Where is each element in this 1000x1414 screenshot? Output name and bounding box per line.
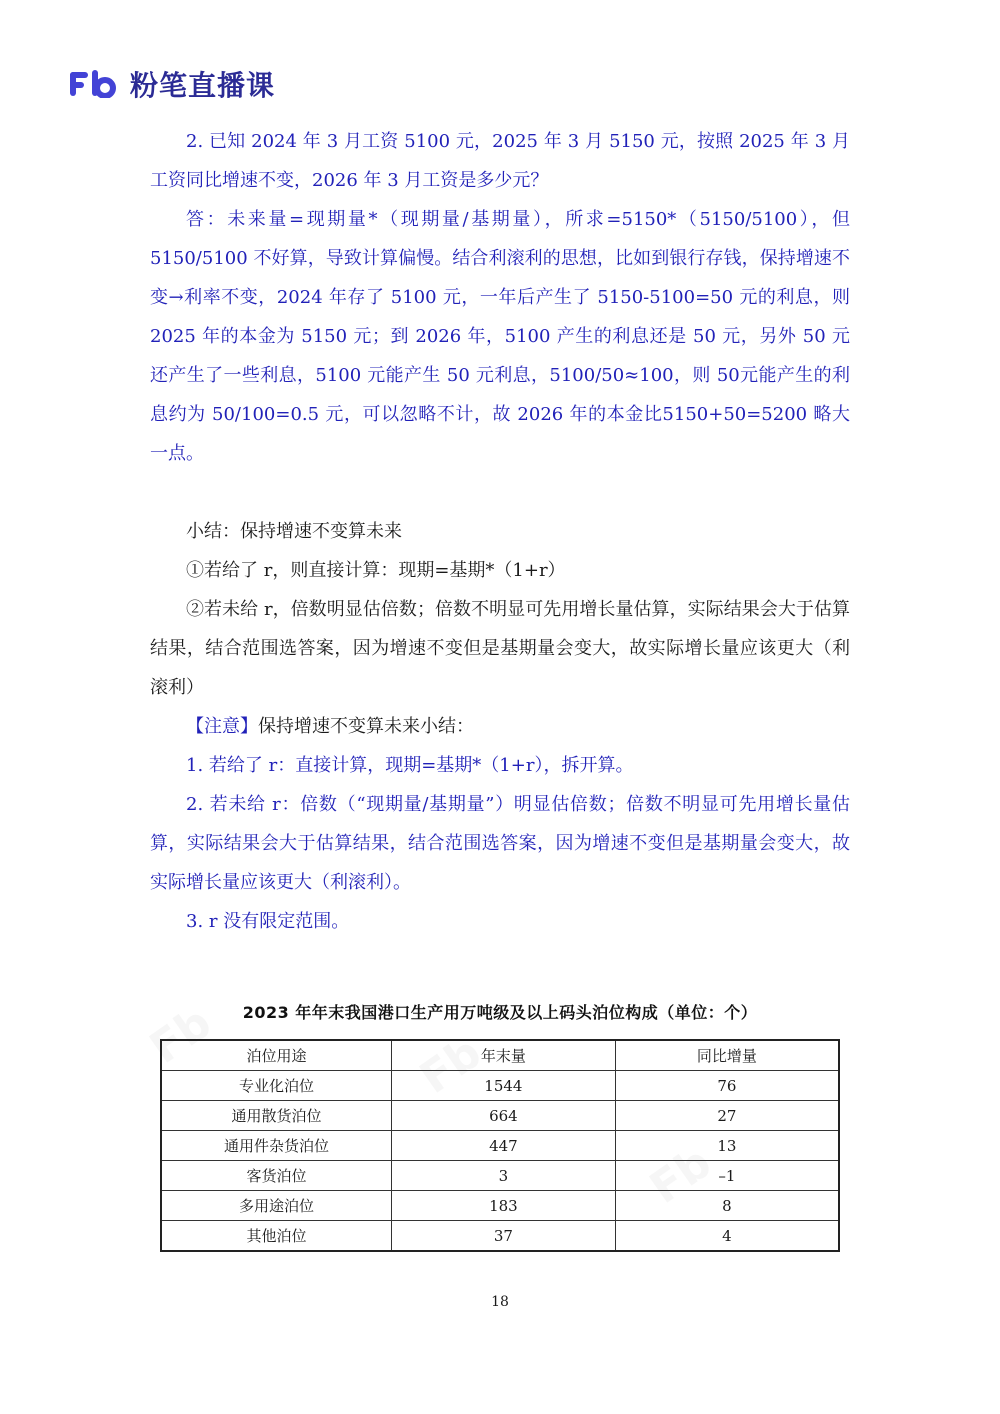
column-header: 泊位用途 bbox=[161, 1040, 392, 1071]
table-cell: 447 bbox=[392, 1131, 616, 1161]
table-cell: 13 bbox=[615, 1131, 839, 1161]
table-cell: 专业化泊位 bbox=[161, 1071, 392, 1101]
answer-text: 答：未来量=现期量*（现期量/基期量），所求=5150*（5150/5100），但5150/5100 不好算，导致计算偏慢。结合利滚利的思想，比如到银行存钱，保持增速不变→利率不变，2024 年存了 5100 元，一年后产生了 5150-5100=50 元的利息，则 2025 年的本金为 5150 元；到 2026 年，5100 产生的利息还是 50 元，另外 50 元还产生了一些利息，5100 元能产生 50 元利息，5100/50≈100，则 50元能产生的利息约为 50/100=0.5 元，可以忽略不计，故 2026 年的本金比5150+50=5200 略大一点。 bbox=[150, 209, 850, 464]
table-row bbox=[161, 1191, 839, 1221]
table-cell: 其他泊位 bbox=[161, 1221, 392, 1252]
table-cell: 3 bbox=[392, 1161, 616, 1191]
note-item-3: 3. r 没有限定范围。 bbox=[186, 911, 350, 932]
question-text: 2. 已知 2024 年 3 月工资 5100 元，2025 年 3 月 5150 元，按照 2025 年 3 月工资同比增速不变，2026 年 3 月工资是多少元？ bbox=[150, 131, 850, 191]
table-cell: 通用件杂货泊位 bbox=[161, 1131, 392, 1161]
table-cell: 37 bbox=[392, 1221, 616, 1252]
table-header-row bbox=[161, 1040, 839, 1071]
table-cell: 76 bbox=[615, 1071, 839, 1101]
table-title: 2023 年年末我国港口生产用万吨级及以上码头泊位构成（单位：个） bbox=[242, 1003, 758, 1022]
section-gap bbox=[150, 473, 850, 512]
page-number: 18 bbox=[491, 1294, 509, 1310]
note-title-text: 保持增速不变算未来小结： bbox=[258, 716, 474, 737]
summary-title: 小结：保持增速不变算未来 bbox=[186, 521, 402, 542]
column-header: 同比增量 bbox=[615, 1040, 839, 1071]
note-title bbox=[150, 707, 850, 746]
column-header: 年末量 bbox=[392, 1040, 616, 1071]
brand-name: 粉笔直播课 bbox=[130, 69, 276, 102]
table-row bbox=[161, 1101, 839, 1131]
table-cell: 8 bbox=[615, 1191, 839, 1221]
table-row bbox=[161, 1131, 839, 1161]
table-cell: –1 bbox=[615, 1161, 839, 1191]
table-row bbox=[161, 1221, 839, 1252]
table-cell: 客货泊位 bbox=[161, 1161, 392, 1191]
note-label: 【注意】 bbox=[186, 716, 258, 737]
table-cell: 183 bbox=[392, 1191, 616, 1221]
note-item-2: 2. 若未给 r：倍数（“现期量/基期量”）明显估倍数；倍数不明显可先用增长量估算，实际结果会大于估算结果，结合范围选答案，因为增速不变但是基期量会变大，故实际增长量应该更大（利滚利）。 bbox=[150, 794, 850, 893]
document-body bbox=[150, 122, 850, 941]
table-cell: 通用散货泊位 bbox=[161, 1101, 392, 1131]
table-cell: 多用途泊位 bbox=[161, 1191, 392, 1221]
table-row bbox=[161, 1071, 839, 1101]
note-item-1: 1. 若给了 r：直接计算，现期=基期*（1+r），拆开算。 bbox=[186, 755, 634, 776]
fb-logo-icon bbox=[70, 70, 116, 98]
table-row bbox=[161, 1161, 839, 1191]
summary-item-2: ②若未给 r，倍数明显估倍数；倍数不明显可先用增长量估算，实际结果会大于估算结果，结合范围选答案，因为增速不变但是基期量会变大，故实际增长量应该更大（利滚利） bbox=[150, 599, 850, 698]
brand-logo bbox=[70, 64, 275, 104]
summary-item-1: ①若给了 r，则直接计算：现期=基期*（1+r） bbox=[186, 560, 566, 581]
table-cell: 1544 bbox=[392, 1071, 616, 1101]
berth-table bbox=[160, 1039, 840, 1252]
table-cell: 664 bbox=[392, 1101, 616, 1131]
table-cell: 27 bbox=[615, 1101, 839, 1131]
table-cell: 4 bbox=[615, 1221, 839, 1252]
